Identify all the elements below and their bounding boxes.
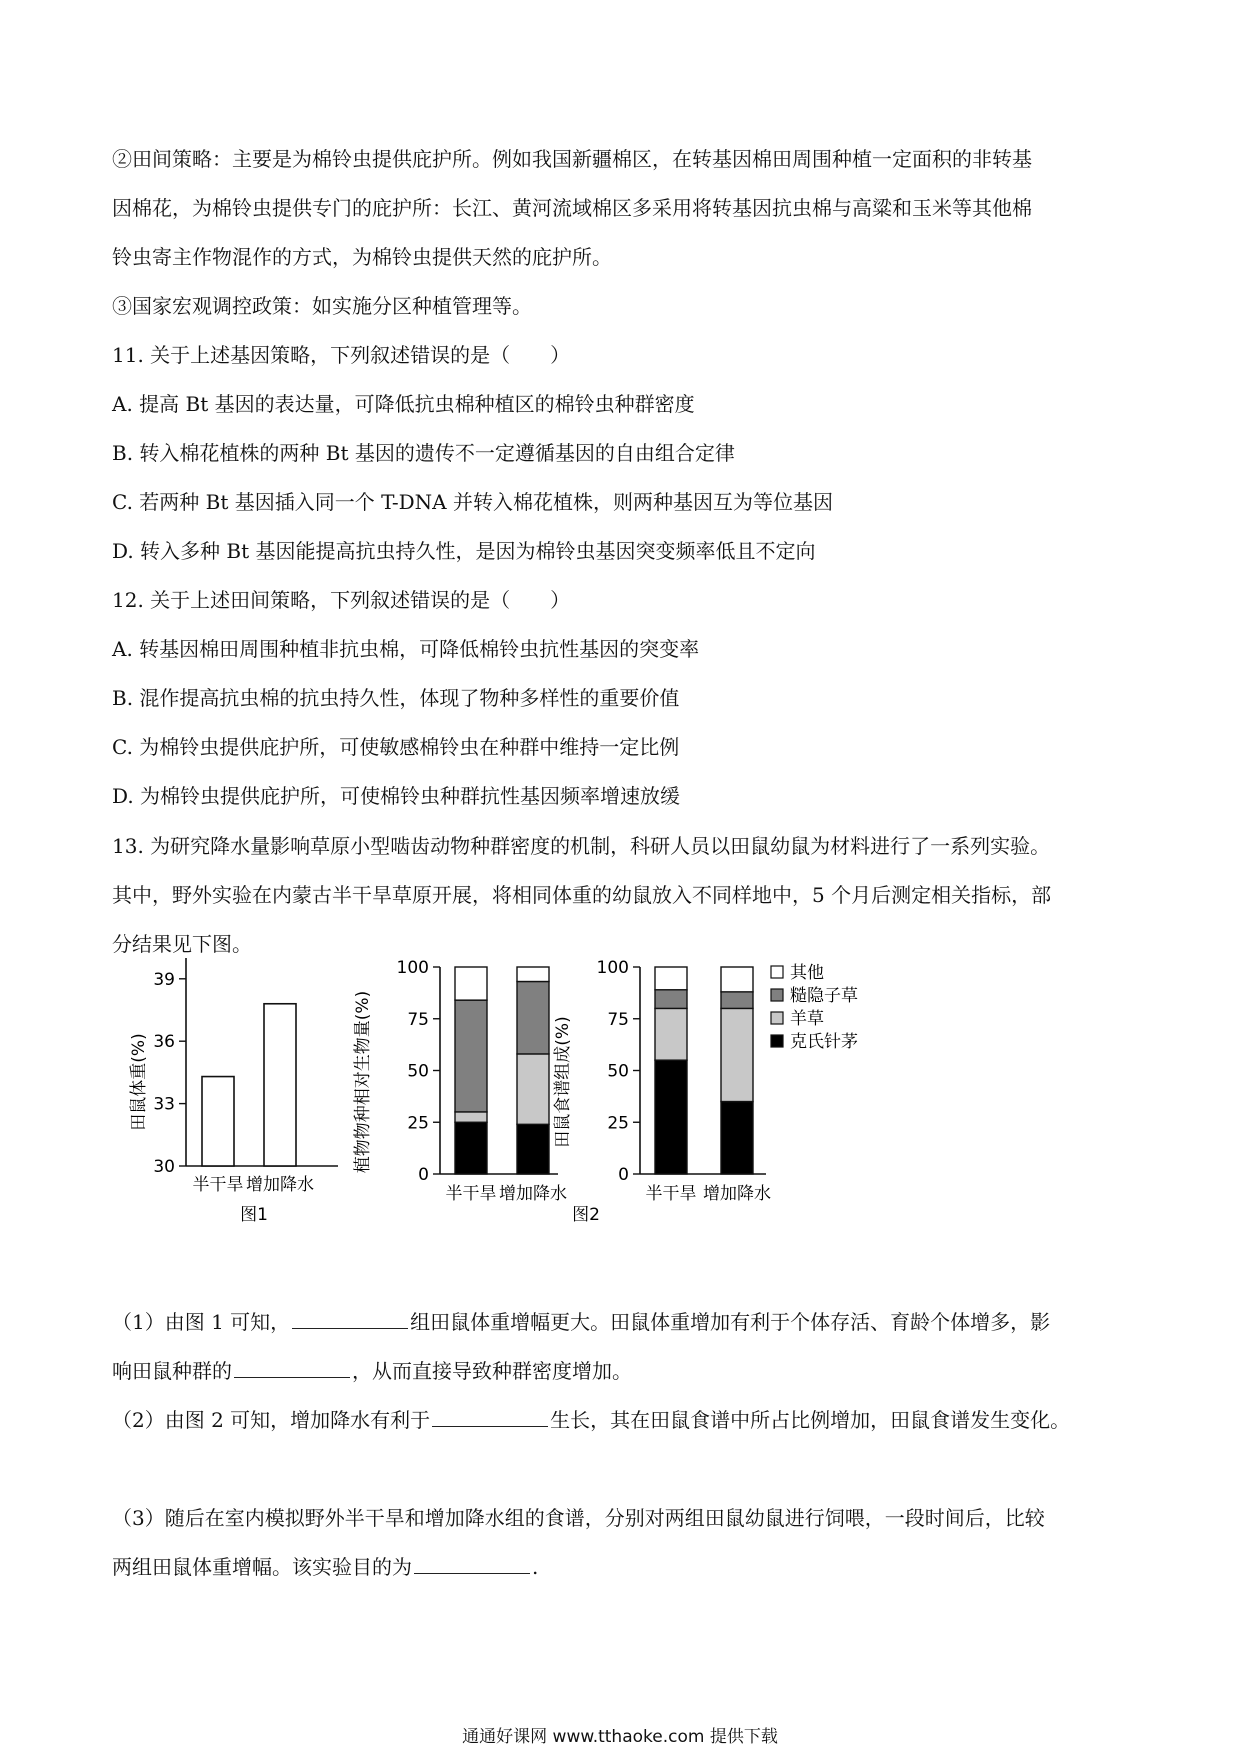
q13-part3-line2 bbox=[112, 1553, 538, 1581]
answer-blank-4[interactable] bbox=[414, 1553, 530, 1574]
legend-swatch-cao bbox=[771, 989, 783, 1001]
q13-part1-prefix2: 响田鼠种群的 bbox=[112, 1359, 232, 1383]
figure2-biomass-bar-0-seg-3 bbox=[455, 967, 487, 1000]
q12-option-b: B. 混作提高抗虫棉的抗虫持久性，体现了物种多样性的重要价值 bbox=[112, 686, 680, 710]
figure2-diet-bar-1-seg-2 bbox=[721, 992, 753, 1009]
q13-part3-prefix: 两组田鼠体重增幅。该实验目的为 bbox=[112, 1555, 412, 1579]
figure1-bar-0 bbox=[202, 1077, 234, 1166]
q11-stem: 11. 关于上述基因策略，下列叙述错误的是（ ） bbox=[112, 343, 571, 367]
figure2-biomass-xtick-1: 半干旱 bbox=[445, 1184, 497, 1204]
legend-swatch-other bbox=[771, 966, 783, 978]
body-line-4: ③国家宏观调控政策：如实施分区种植管理等。 bbox=[112, 294, 532, 318]
legend-label-other: 其他 bbox=[790, 963, 824, 983]
figure2-diet-ytick-4: 100 bbox=[596, 958, 629, 978]
legend-label-yang: 羊草 bbox=[790, 1009, 824, 1029]
q11-option-d: D. 转入多种 Bt 基因能提高抗虫持久性，是因为棉铃虫基因突变频率低且不定向 bbox=[112, 539, 816, 563]
q13-line-1: 13. 为研究降水量影响草原小型啮齿动物种群密度的机制，科研人员以田鼠幼鼠为材料进行了一系列实验。 bbox=[112, 834, 1051, 858]
figure2-biomass-ytick-0: 0 bbox=[418, 1165, 429, 1185]
figure1-caption: 图1 bbox=[240, 1205, 268, 1225]
legend-label-cao: 糙隐子草 bbox=[790, 986, 858, 1006]
body-line-3: 铃虫寄主作物混作的方式，为棉铃虫提供天然的庇护所。 bbox=[112, 245, 612, 269]
q12-stem: 12. 关于上述田间策略，下列叙述错误的是（ ） bbox=[112, 588, 571, 612]
figure2-diet-bar-0-seg-3 bbox=[655, 967, 687, 990]
figure2-legend bbox=[771, 962, 858, 1052]
legend-swatch-yang bbox=[771, 1012, 783, 1024]
page-footer: 通通好课网 www.tthaoke.com 提供下载 bbox=[462, 1727, 778, 1747]
figure2-diet-ytick-3: 75 bbox=[607, 1009, 629, 1030]
figure2-biomass-ytick-4: 100 bbox=[396, 958, 429, 978]
figure2-biomass-xtick-2: 增加降水 bbox=[499, 1184, 567, 1204]
figure2-diet-chart bbox=[553, 958, 771, 1204]
q13-part3-end: . bbox=[532, 1555, 539, 1579]
figure2-biomass-bar-1-seg-0 bbox=[517, 1124, 549, 1174]
figure2-biomass-bar-0-seg-2 bbox=[455, 1000, 487, 1112]
q11-option-b: B. 转入棉花植株的两种 Bt 基因的遗传不一定遵循基因的自由组合定律 bbox=[112, 441, 735, 465]
figure1-ytick-3: 39 bbox=[153, 969, 175, 990]
q13-line-3: 分结果见下图。 bbox=[112, 932, 252, 956]
figure1-bar-1 bbox=[264, 1004, 296, 1166]
figure2-biomass-bar-0-seg-1 bbox=[455, 1112, 487, 1122]
figure2-caption: 图2 bbox=[572, 1205, 600, 1225]
figure1-xtick-2: 增加降水 bbox=[246, 1175, 314, 1195]
figure2-diet-ytick-2: 50 bbox=[607, 1061, 629, 1082]
body-line-2: 因棉花，为棉铃虫提供专门的庇护所：长江、黄河流域棉区多采用将转基因抗虫棉与高粱和玉米等其他棉 bbox=[112, 196, 1032, 220]
figure2-diet-bar-0-seg-0 bbox=[655, 1060, 687, 1174]
figure2-diet-xtick-2: 增加降水 bbox=[703, 1184, 771, 1204]
q13-part1-line2 bbox=[112, 1357, 632, 1385]
q13-part1-line1 bbox=[112, 1308, 1050, 1336]
q13-part2-suffix: 生长，其在田鼠食谱中所占比例增加，田鼠食谱发生变化。 bbox=[550, 1408, 1071, 1432]
q11-option-a: A. 提高 Bt 基因的表达量，可降低抗虫棉种植区的棉铃虫种群密度 bbox=[112, 392, 695, 416]
q13-part1-suffix2: ，从而直接导致种群密度增加。 bbox=[352, 1359, 632, 1383]
q13-line-2: 其中，野外实验在内蒙古半干旱草原开展，将相同体重的幼鼠放入不同样地中，5 个月后测定相关指标，部 bbox=[112, 883, 1052, 907]
figure2-biomass-ytick-1: 25 bbox=[407, 1113, 429, 1134]
q13-part2-line bbox=[112, 1406, 1070, 1434]
figure2-diet-bar-1-seg-0 bbox=[721, 1102, 753, 1174]
q12-option-c: C. 为棉铃虫提供庇护所，可使敏感棉铃虫在种群中维持一定比例 bbox=[112, 735, 680, 759]
figure2-biomass-ytick-3: 75 bbox=[407, 1009, 429, 1030]
figure2-biomass-bar-0-seg-0 bbox=[455, 1122, 487, 1174]
figure2-diet-ytick-0: 0 bbox=[618, 1165, 629, 1185]
q13-part1-suffix: 组田鼠体重增幅更大。田鼠体重增加有利于个体存活、育龄个体增多，影 bbox=[410, 1310, 1051, 1334]
figure2-biomass-ylabel: 植物物种相对生物量(%) bbox=[353, 990, 373, 1174]
figure-group bbox=[110, 940, 930, 1240]
figure2-diet-bar-0-seg-2 bbox=[655, 990, 687, 1009]
q12-option-a: A. 转基因棉田周围种植非抗虫棉，可降低棉铃虫抗性基因的突变率 bbox=[112, 637, 700, 661]
q11-option-c: C. 若两种 Bt 基因插入同一个 T-DNA 并转入棉花植株，则两种基因互为等位基因 bbox=[112, 490, 833, 514]
legend-swatch-keshi bbox=[771, 1035, 783, 1047]
figure2-diet-ytick-1: 25 bbox=[607, 1113, 629, 1134]
q12-option-d: D. 为棉铃虫提供庇护所，可使棉铃虫种群抗性基因频率增速放缓 bbox=[112, 784, 681, 808]
answer-blank-1[interactable] bbox=[292, 1308, 408, 1329]
q13-part2-prefix: （2）由图 2 可知，增加降水有利于 bbox=[112, 1408, 431, 1432]
figure1-ytick-2: 36 bbox=[153, 1032, 175, 1053]
figure2-diet-ylabel: 田鼠食谱组成(%) bbox=[553, 1016, 573, 1148]
figure1-ytick-1: 33 bbox=[153, 1094, 175, 1115]
figure1-ytick-0: 30 bbox=[153, 1157, 175, 1177]
legend-label-keshi: 克氏针茅 bbox=[790, 1032, 858, 1052]
figure1-xtick-1: 半干旱 bbox=[192, 1175, 244, 1195]
q13-part3-line1: （3）随后在室内模拟野外半干旱和增加降水组的食谱，分别对两组田鼠幼鼠进行饲喂，一段时间后，比较 bbox=[112, 1506, 1045, 1530]
figure2-biomass-bar-1-seg-1 bbox=[517, 1054, 549, 1124]
q13-part1-prefix: （1）由图 1 可知， bbox=[112, 1310, 291, 1334]
body-line-1: ②田间策略：主要是为棉铃虫提供庇护所。例如我国新疆棉区，在转基因棉田周围种植一定面积的非转基 bbox=[112, 147, 1032, 171]
figure2-diet-bar-0-seg-1 bbox=[655, 1008, 687, 1060]
figure2-diet-bar-1-seg-3 bbox=[721, 967, 753, 992]
figure2-diet-bar-1-seg-1 bbox=[721, 1008, 753, 1101]
figure1-chart bbox=[129, 958, 338, 1225]
figure2-diet-xtick-1: 半干旱 bbox=[645, 1184, 697, 1204]
figure2-biomass-bar-1-seg-3 bbox=[517, 967, 549, 981]
answer-blank-2[interactable] bbox=[234, 1357, 350, 1378]
figure2-biomass-ytick-2: 50 bbox=[407, 1061, 429, 1082]
answer-blank-3[interactable] bbox=[432, 1406, 548, 1427]
figure2-biomass-bar-1-seg-2 bbox=[517, 981, 549, 1053]
figure1-ylabel: 田鼠体重(%) bbox=[129, 1033, 149, 1131]
